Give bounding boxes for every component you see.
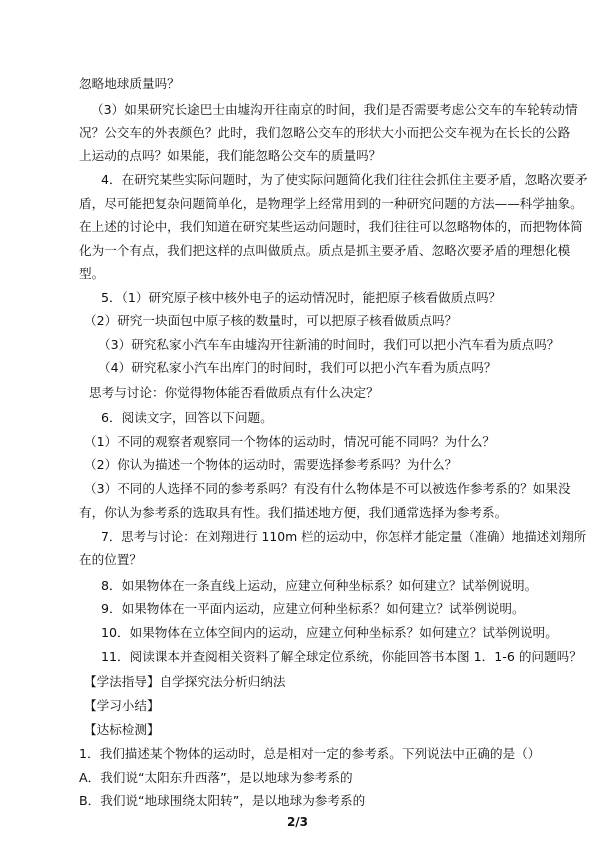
text-line: （1）不同的观察者观察同一个物体的运动时，情况可能不同吗？为什么？ bbox=[84, 434, 496, 449]
text-line: 况？公交车的外表颜色？此时，我们忽略公交车的形状大小而把公交车视为在长长的公路 bbox=[79, 125, 571, 140]
text-line: 7．思考与讨论：在刘翔进行 110m 栏的运动中，你怎样才能定量（准确）地描述刘翔所 bbox=[101, 529, 587, 544]
text-line: 型。 bbox=[79, 266, 105, 281]
section-heading: 【学法指导】自学探究法分析归纳法 bbox=[84, 674, 286, 689]
answer-option-a: A．我们说“太阳东升西落”，是以地球为参考系的 bbox=[79, 770, 353, 785]
text-line: （3）不同的人选择不同的参考系吗？有没有什么物体是不可以被选作参考系的？如果没 bbox=[84, 481, 571, 496]
text-line: 有，你认为参考系的选取具有性。我们描述地方便，我们通常选择为参考系。 bbox=[79, 505, 508, 520]
text-line: 9．如果物体在一平面内运动，应建立何种坐标系？如何建立？试举例说明。 bbox=[101, 601, 525, 616]
text-line: 思考与讨论：你觉得物体能否看做质点有什么决定？ bbox=[89, 385, 379, 400]
text-line: 化为一个有点，我们把这样的点叫做质点。质点是抓主要矛盾、忽略次要矛盾的理想化模 bbox=[79, 243, 571, 258]
text-line: 6．阅读文字，回答以下问题。 bbox=[101, 410, 273, 425]
text-line: 4．在研究某些实际问题时，为了使实际问题简化我们往往会抓住主要矛盾，忽略次要矛 bbox=[101, 172, 588, 187]
text-line: 10．如果物体在立体空间内的运动，应建立何种坐标系？如何建立？试举例说明。 bbox=[101, 625, 558, 640]
question-stem: 1．我们描述某个物体的运动时，总是相对一定的参考系。下列说法中正确的是（） bbox=[79, 746, 541, 761]
text-line: 8．如果物体在一条直线上运动，应建立何种坐标系？如何建立？试举例说明。 bbox=[101, 578, 538, 593]
text-line: （3）研究私家小汽车车由墟沟开往新浦的时间时，我们可以把小汽车看为质点吗？ bbox=[98, 337, 560, 352]
text-line: 上运动的点吗？如果能，我们能忽略公交车的质量吗？ bbox=[79, 148, 382, 163]
text-line: 忽略地球质量吗？ bbox=[79, 76, 180, 91]
page-number: 2/3 bbox=[286, 815, 309, 829]
text-line: （4）研究私家小汽车出库门的时间时，我们可以把小汽车看为质点吗？ bbox=[98, 360, 497, 375]
section-heading: 【学习小结】 bbox=[84, 698, 160, 713]
section-heading: 【达标检测】 bbox=[84, 722, 160, 737]
text-line: 在的位置？ bbox=[79, 552, 142, 567]
text-line: （2）你认为描述一个物体的运动时，需要选择参考系吗？为什么？ bbox=[84, 457, 458, 472]
text-line: 盾，尽可能把复杂问题简单化，是物理学上经常用到的一种研究问题的方法——科学抽象。 bbox=[79, 196, 583, 211]
text-line: 在上述的讨论中，我们知道在研究某些运动问题时，我们往往可以忽略物体的，而把物体简 bbox=[79, 219, 583, 234]
text-line: 5．（1）研究原子核中核外电子的运动情况时，能把原子核看做质点吗？ bbox=[101, 290, 502, 305]
text-line: 11．阅读课本并查阅相关资料了解全球定位系统，你能回答书本图 1．1-6 的问题吗？ bbox=[101, 649, 582, 664]
text-line: （3）如果研究长途巴士由墟沟开往南京的时间，我们是否需要考虑公交车的车轮转动情 bbox=[91, 102, 578, 117]
answer-option-b: B．我们说“地球围绕太阳转”，是以地球为参考系的 bbox=[79, 793, 366, 808]
text-line: （2）研究一块面包中原子核的数量时，可以把原子核看做质点吗？ bbox=[84, 313, 458, 328]
